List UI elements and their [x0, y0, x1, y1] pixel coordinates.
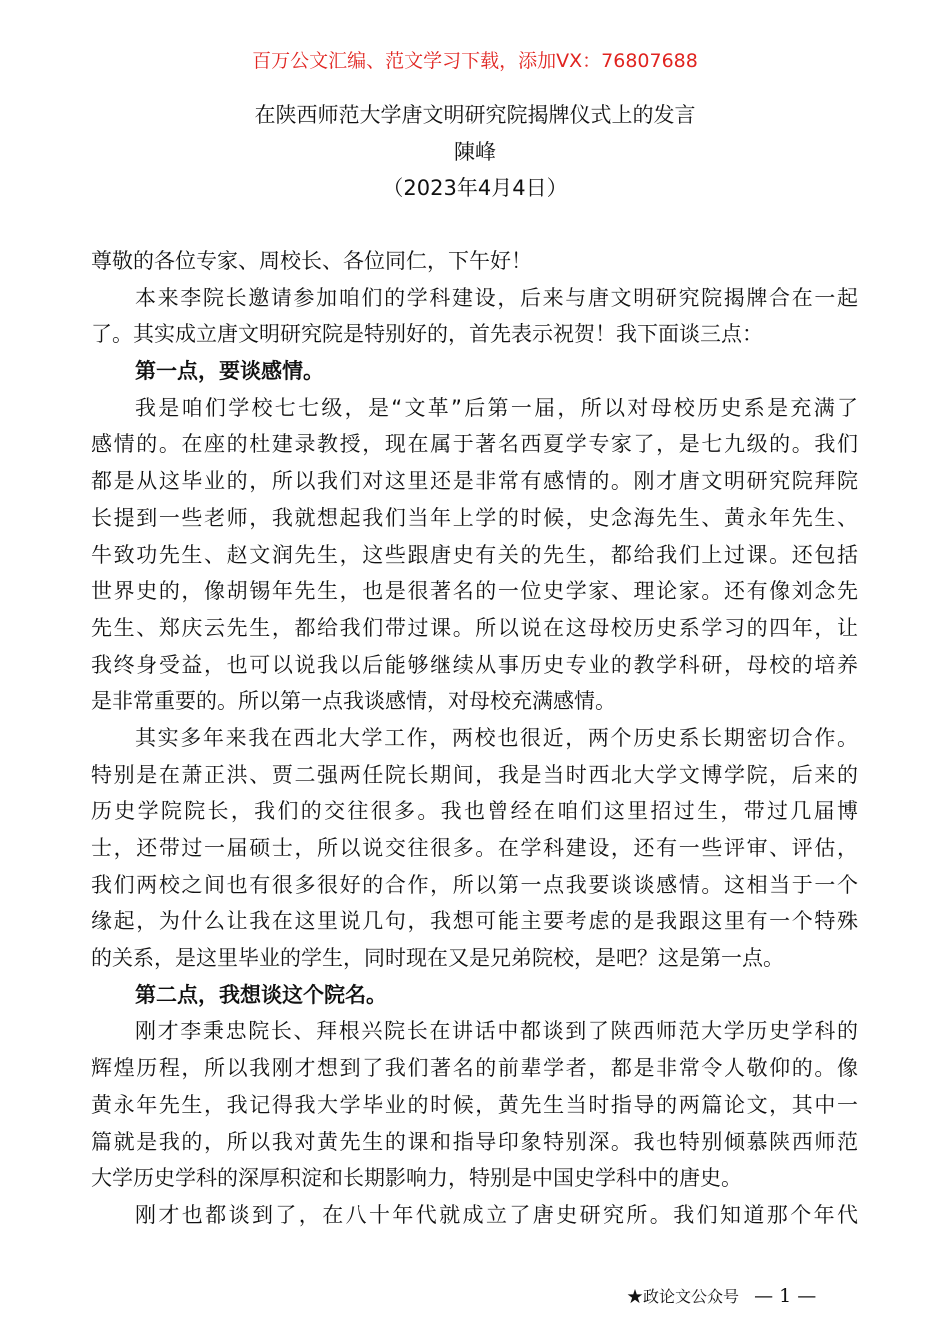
section-heading [91, 977, 858, 1014]
text-line: 黄永年先生，我记得我大学毕业的时候，黄先生当时指导的两篇论文，其中一 [91, 1092, 858, 1117]
text-line: 我们两校之间也有很多很好的合作，所以第一点我要谈谈感情。这相当于一个 [91, 872, 858, 897]
paragraph [91, 720, 858, 977]
author-name: 陳峰 [454, 140, 496, 164]
text-line: 我是咱们学校七七级，是“文革”后第一届，所以对母校历史系是充满了 [135, 395, 858, 420]
salutation [91, 243, 858, 280]
text-line: 感情的。在座的杜建录教授，现在属于著名西夏学专家了，是七九级的。我们 [91, 432, 858, 457]
text-line: 缘起，为什么让我在这里说几句，我想可能主要考虑的是我跟这里有一个特殊 [91, 909, 858, 934]
text-line: 特别是在萧正洪、贾二强两任院长期间，我是当时西北大学文博学院，后来的 [91, 762, 858, 787]
text-line: 长提到一些老师，我就想起我们当年上学的时候，史念海先生、黄永年先生、 [91, 505, 858, 530]
page-number: — 1 — [754, 1285, 817, 1307]
text-line: 篇就是我的，所以我对黄先生的课和指导印象特别深。我也特别倾慕陕西师范 [91, 1129, 858, 1154]
text-line: 的关系，是这里毕业的学生，同时现在又是兄弟院校，是吧？这是第一点。 [91, 946, 784, 971]
text-line: 其实多年来我在西北大学工作，两校也很近，两个历史系长期密切合作。 [135, 725, 858, 750]
paragraph [91, 390, 858, 720]
watermark-banner: 百万公文汇编、范文学习下载，添加VX：76807688 [252, 50, 698, 72]
text-line: 是非常重要的。所以第一点我谈感情，对母校充满感情。 [91, 689, 616, 714]
document-body [91, 243, 858, 1234]
text-line: 士，还带过一届硕士，所以说交往很多。在学科建设，还有一些评审、评估， [91, 836, 858, 860]
paragraph [91, 1013, 858, 1196]
text-line: 辉煌历程，所以我刚才想到了我们著名的前辈学者，都是非常令人敬仰的。像 [91, 1056, 858, 1081]
text-line: 第二点，我想谈这个院名。 [135, 982, 387, 1007]
section-heading [91, 353, 858, 390]
text-line: 尊敬的各位专家、周校长、各位同仁，下午好！ [91, 249, 532, 273]
text-line: 历史学院院长，我们的交往很多。我也曾经在咱们这里招过生，带过几届博 [91, 799, 858, 824]
speech-date: （2023年4月4日） [382, 176, 568, 200]
text-line: 刚才李秉忠院长、拜根兴院长在讲话中都谈到了陕西师范大学历史学科的 [135, 1019, 858, 1044]
page-footer [627, 1284, 816, 1307]
text-line: 都是从这毕业的，所以我们对这里还是非常有感情的。刚才唐文明研究院拜院 [91, 469, 858, 494]
text-line: 大学历史学科的深厚积淀和长期影响力，特别是中国史学科中的唐史。 [91, 1166, 742, 1191]
text-line: 先生、郑庆云先生，都给我们带过课。所以说在这母校历史系学习的四年，让 [91, 615, 858, 640]
text-line: 牛致功先生、赵文润先生，这些跟唐史有关的先生，都给我们上过课。还包括 [91, 542, 858, 567]
paragraph [91, 1197, 858, 1234]
text-line: 本来李院长邀请参加咱们的学科建设，后来与唐文明研究院揭牌合在一起 [135, 285, 858, 310]
document-title: 在陕西师范大学唐文明研究院揭牌仪式上的发言 [254, 103, 696, 127]
text-line: 我终身受益，也可以说我以后能够继续从事历史专业的教学科研，母校的培养 [91, 652, 858, 677]
text-line: 刚才也都谈到了，在八十年代就成立了唐史研究所。我们知道那个年代 [135, 1202, 858, 1227]
footer-source: ★政论文公众号 [627, 1287, 740, 1306]
paragraph [91, 280, 858, 353]
text-line: 世界史的，像胡锡年先生，也是很著名的一位史学家、理论家。还有像刘念先 [91, 579, 858, 604]
text-line: 第一点，要谈感情。 [135, 359, 324, 384]
text-line: 了。其实成立唐文明研究院是特别好的，首先表示祝贺！我下面谈三点： [91, 322, 763, 347]
